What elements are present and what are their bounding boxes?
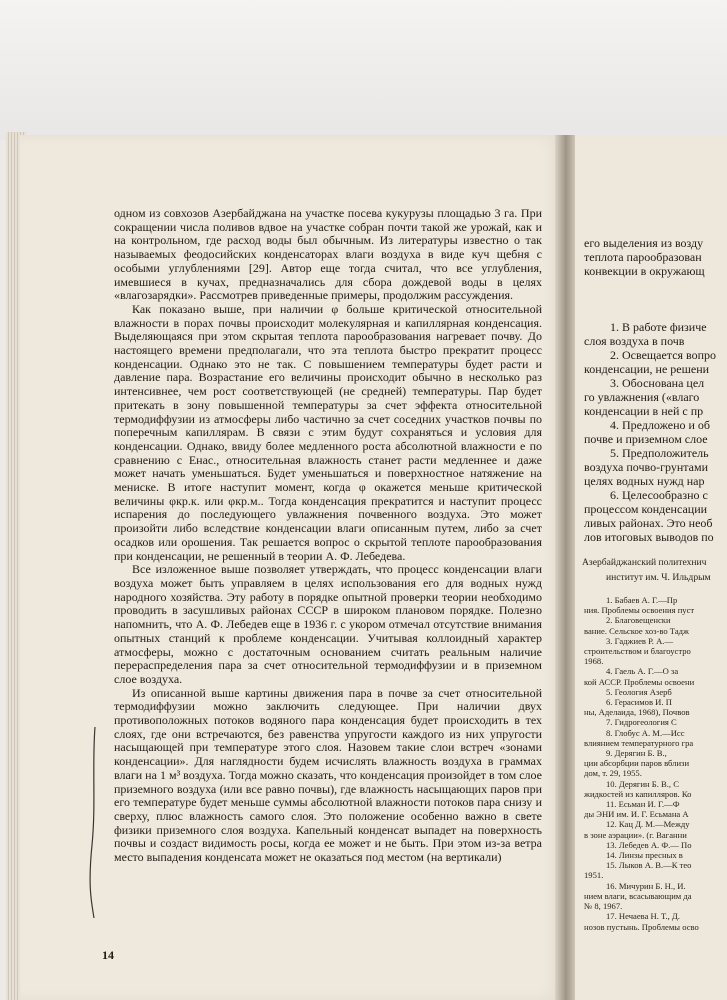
reference-line: 5. Геология Азерб [606,686,672,697]
reference-line: 3. Гаджиев Р. А.— [606,635,674,646]
affiliation-line: институт им. Ч. Ильдрым [606,572,711,583]
reference-line: влиянием температурного гра [584,737,694,748]
reference-line: строительством и благоустро [584,646,691,657]
reference-line: ции абсорбции паров вблизи [584,758,690,769]
conclusion-line: конденсации, не решени [584,362,710,376]
conclusion-line: 3. Обоснована цел [610,376,705,390]
right-intro-line: его выделения из возду [584,236,704,250]
conclusion-line: 6. Целесообразно с [610,488,708,502]
paragraph: Все изложенное выше позволяет утверждать, что процесс конденсации влаги воздуха может быть управляем в целях использования его для водных нужд народного хозяйства. Эту работу в порядке опытной проверки теории необходимо проводить в засушливых районах СССР в широком плановом порядке. Полезно напомнить, что А. Ф. Лебедев еще в 1936 г. с укором отмечал отсутствие внимания опытных станций к проблеме конденсации. Учитывая коллоидный характер атмосферы, можно с достаточным основанием считать реальным наличие перераспределения пара за счет относительной термодиффузии и в приземном слое воздуха. [114,562,542,686]
reference-line: 11. Есьман И. Г.—Ф [606,799,680,810]
reference-line: кой АССР. Проблемы освоени [584,676,695,687]
reference-line: 6. Герасимов И. П [606,697,672,708]
conclusion-line: 1. В работе физиче [610,320,707,334]
right-intro-line: конвекции в окружающ [584,264,705,278]
conclusion-line: 2. Освещается вопро [610,348,717,362]
reference-line: 17. Нечаева Н. Т., Д. [606,911,680,922]
reference-line: ды ЭНИ им. И. Г. Есьмана А [584,809,689,820]
reference-line: нозов пустынь. Проблемы осво [584,921,699,932]
reference-line: 16. Мичурин Б. Н., И. [606,880,686,891]
affiliation-line: Азербайджанский политехнич [582,557,707,568]
reference-line: 12. Кац Д. М.—Между [606,819,690,830]
reference-line: 13. Лебедев А. Ф.— По [606,839,692,850]
page-number: 14 [102,948,114,962]
reference-line: 10. Дерягин Б. В., С [606,778,679,789]
conclusion-line: 4. Предложено и об [610,418,711,432]
scanner-background [0,0,727,140]
reference-line: 15. Лыков А. В.—К тео [606,860,692,871]
paragraph: Как показано выше, при наличии φ больше критической относительной влажности в порах почвы происходит молекулярная и капиллярная конденсация. Выделяющаяся при этом скрытая теплота парообразования нагревает почву. До настоящего времени предполагали, что эта теплота быстро прекратит процесс конденсации. Однако это не так. С повышением температуры будет расти и давление пара. Возрастание его величины происходит обычно в несколько раз интенсивнее, чем рост соответствующей (не средней) температуры. Пар будет притекать в зону повышенной температуры за счет эффекта относительной термодиффузии из атмосферы либо частично за счет соседних участков почвы по поперечным капиллярам. В связи с этим будут сохраняться и условия для конденсации. Однако, ввиду более медленного роста абсолютной влажности e по сравнению с Eнас., относительная влажность станет расти медленнее и даже может начать уменьшаться. Будет уменьшаться и поверхностное натяжение на мениске. В итоге наступит момент, когда φ окажется меньше критической величины φкр.к. или φкр.м.. Тогда конденсация прекратится и наступит процесс испарения до последующего увлажнения почвенного воздуха. Это может произойти либо вследствие конденсации влаги описанным путем, либо за счет осадков или орошения. Так решается вопрос о скрытой теплоте парообразования при конденсации, не решенный в теории А. Ф. Лебедева. [114,301,542,563]
reference-line: 8. Глобус А. М.—Исс [606,727,685,738]
conclusion-line: ливых районах. Это необ [584,516,713,530]
reference-line: 1. Бабаев А. Г.—Пр [606,595,678,605]
conclusion-line: конденсации в ней с пр [584,404,704,418]
reference-line: 4. Гаель А. Г.—О за [606,666,679,677]
paragraph: Из описанной выше картины движения пара в почве за счет относительной термодиффузии можно заключить следующее. При наличии двух противоположных потоков водяного пара конденсация будет происходить в тех слоях, где они встречаются, без равенства упругости каждого из них упругости насыщающей при температуре этого слоя. Назовем такие слои встреч «зонами конденсации». Для наглядности будем исчислять влажность воздуха в граммах влаги на 1 м³ воздуха. Тогда можно сказать, что конденсация произойдет в том слое приземного воздуха (или все равно почвы), где влажность насыщающих паров при его температуре будет меньше суммы абсолютной влажности потоков пара снизу и сверху, плюс влажность самого слоя. Это положение особенно важно в свете физики приземного слоя воздуха. Капельный конденсат выпадет на поверхность почвы и создаст видимость росы, когда ее может и не быть. При этом из-за ветра место выпадения конденсата может не оказаться под местом (на вертикали) [114,685,542,865]
reference-line: ния. Проблемы освоения пуст [584,605,695,616]
reference-line: № 8, 1967. [584,901,623,912]
right-intro-line: теплота парообразован [584,250,702,264]
conclusion-line: лов итоговых выводов по [584,530,714,544]
conclusion-line: почве и приземном слое [584,432,708,446]
reference-line: 2. Благовещенски [606,615,671,626]
reference-line: ны, Аделаида, 1968), Почвов [584,707,690,718]
paragraph: одном из совхозов Азербайджана на участке посева кукурузы площадью 3 га. При сокращении числа поливов вдвое на участке собран почти такой же урожай, как и на контрольном, где расход воды был обычным. Из литературы известно о так называемых феодосийских конденсаторах влаги воздуха в виде куч щебня с особыми углублениями [29]. Автор еще тогда считал, что все углубления, имевшиеся в кучах, предназначались для сбора дождевой воды в целях «влагозарядки». Рассмотрев приведенные примеры, продолжим рассуждения. [114,206,542,303]
handwritten-margin-mark [86,725,98,920]
reference-line: 14. Линзы пресных в [606,850,683,861]
conclusion-line: 5. Предположитель [610,446,709,460]
conclusion-line: слоя воздуха в почв [584,334,685,348]
conclusion-line: целях водных нужд нар [584,474,705,488]
reference-line: 9. Дерягин Б. В., [606,748,667,759]
reference-line: жидкостей из капилляров. Ко [584,788,692,799]
affiliation-block [582,555,711,585]
reference-line: 1968. [584,656,604,667]
reference-line: дом, т. 29, 1955. [584,768,642,779]
reference-line: нием влаги, всасывающим да [584,890,692,901]
reference-line: 7. Гидрогеология С [606,717,677,728]
reference-line: 1951. [584,870,604,881]
book-gutter [555,135,575,1000]
reference-line: вание. Сельское хоз-во Тадж [584,625,689,636]
left-page-body [114,207,542,865]
conclusion-line: воздуха почво-грунтами [584,460,709,474]
conclusion-line: го увлажнения («влаго [584,390,700,404]
references-list [584,595,699,932]
reference-line: в зоне аэрации». (г. Ваганни [584,829,687,840]
conclusion-line: процессом конденсации [584,502,708,516]
